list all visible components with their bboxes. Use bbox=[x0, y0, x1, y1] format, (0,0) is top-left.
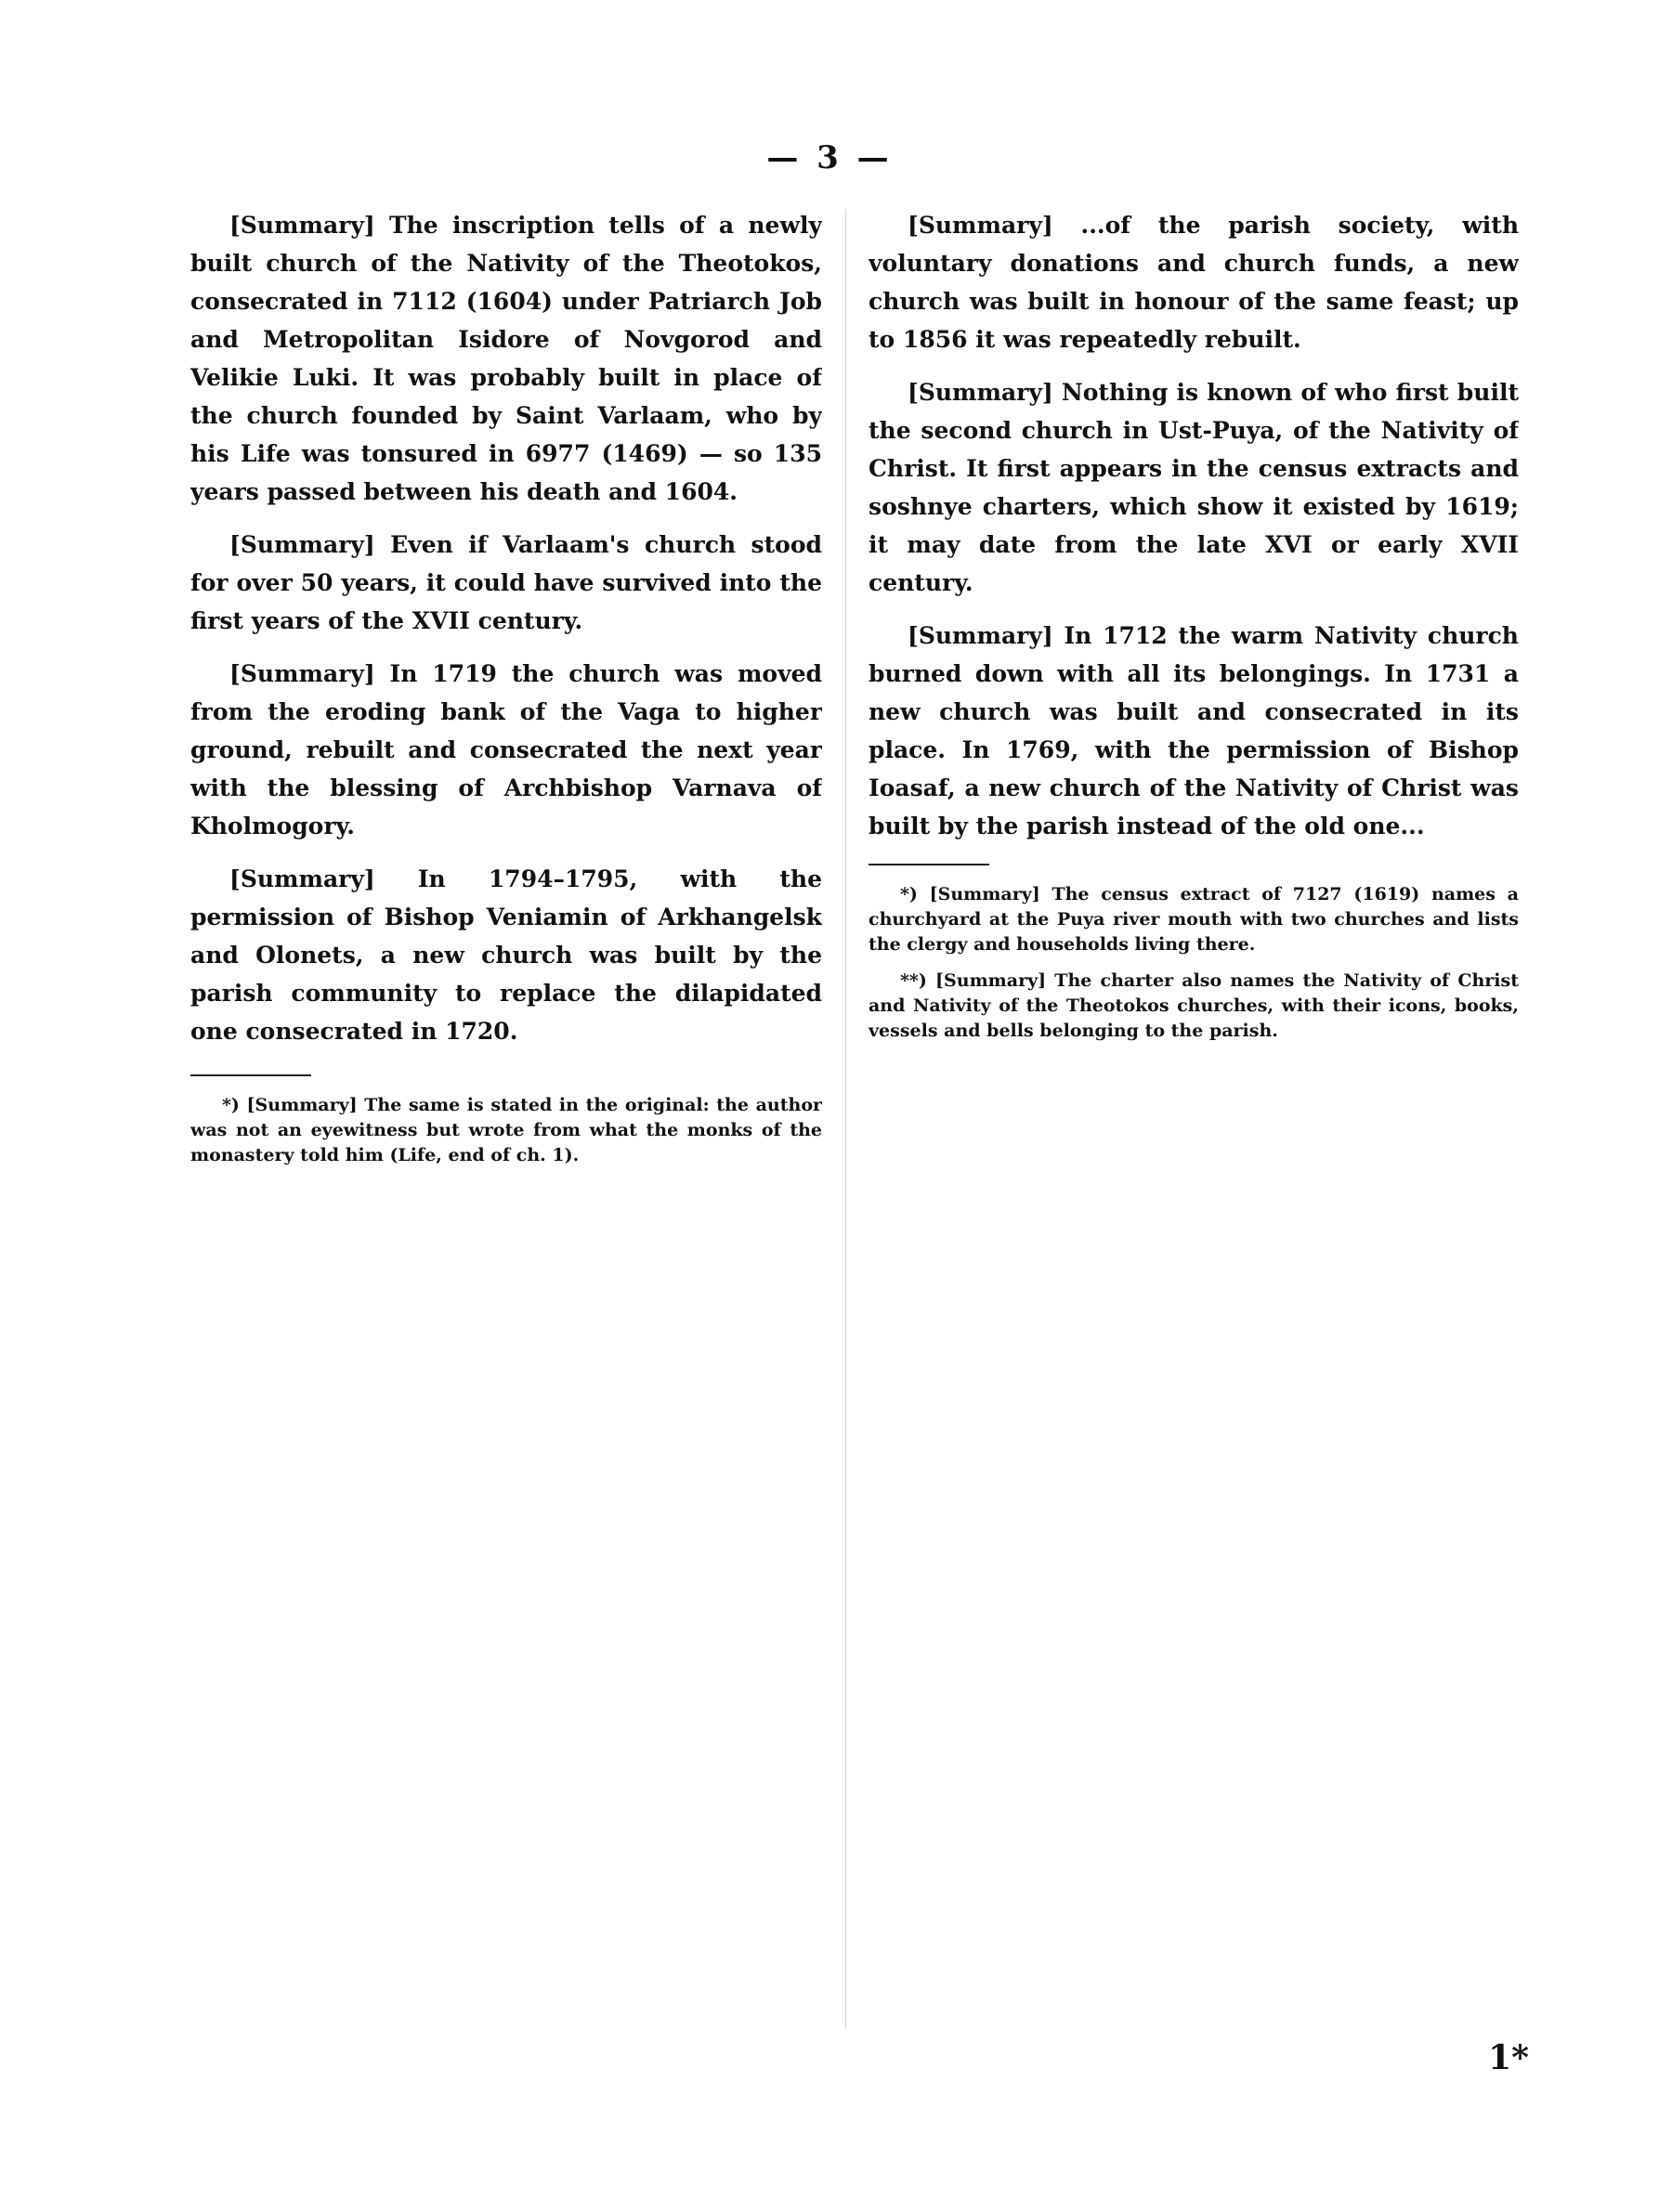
body-paragraph: [Summary] In 1794–1795, with the permission of Bishop Veniamin of Arkhangelsk and Olonets, a new church was built by the parish community to replace the dilapidated one consecrated in 1720. bbox=[190, 865, 822, 1045]
body-paragraph: [Summary] Nothing is known of who first built the second church in Ust-Puya, of the Nativity of Christ. It first appears in the census extracts and soshnye charters, which show it existed by 1619; it may date from the late XVI or early XVII century. bbox=[869, 379, 1519, 596]
footnote: *) [Summary] The census extract of 7127 (1619) names a churchyard at the Puya river mouth with two churches and lists the clergy and households living there. bbox=[869, 884, 1519, 955]
footnote: *) [Summary] The same is stated in the original: the author was not an eyewitness but wrote from what the monks of the monastery told him (Life, end of ch. 1). bbox=[190, 1095, 822, 1165]
body-paragraph: [Summary] The inscription tells of a newly built church of the Nativity of the Theotokos, consecrated in 7112 (1604) under Patriarch Job and Metropolitan Isidore of Novgorod and Velikie Luki. It was probably built in place of the church founded by Saint Varlaam, who by his Life was tonsured in 6977 (1469) — so 135 years passed between his death and 1604. bbox=[190, 212, 822, 505]
right-column bbox=[869, 206, 1519, 2063]
left-column bbox=[190, 206, 822, 2063]
signature-mark: 1* bbox=[1488, 2038, 1529, 2077]
body-paragraph: [Summary] ...of the parish society, with voluntary donations and church funds, a new church was built in honour of the same feast; up to 1856 it was repeatedly rebuilt. bbox=[869, 212, 1519, 353]
column-divider bbox=[845, 209, 846, 2029]
page-number: — 3 — bbox=[766, 139, 893, 176]
footnote-separator bbox=[869, 864, 989, 865]
footnote-separator bbox=[190, 1074, 311, 1076]
footnote: **) [Summary] The charter also names the Nativity of Christ and Nativity of the Theotokos churches, with their icons, books, vessels and bells belonging to the parish. bbox=[869, 970, 1519, 1041]
body-paragraph: [Summary] In 1719 the church was moved from the eroding bank of the Vaga to higher ground, rebuilt and consecrated the next year with the blessing of Archbishop Varnava of Kholmogory. bbox=[190, 660, 822, 839]
body-paragraph: [Summary] Even if Varlaam's church stood for over 50 years, it could have survived into the first years of the XVII century. bbox=[190, 531, 822, 634]
body-paragraph: [Summary] In 1712 the warm Nativity church burned down with all its belongings. In 1731 a new church was built and consecrated in its place. In 1769, with the permission of Bishop Ioasaf, a new church of the Nativity of Christ was built by the parish instead of the old one... bbox=[869, 622, 1519, 839]
